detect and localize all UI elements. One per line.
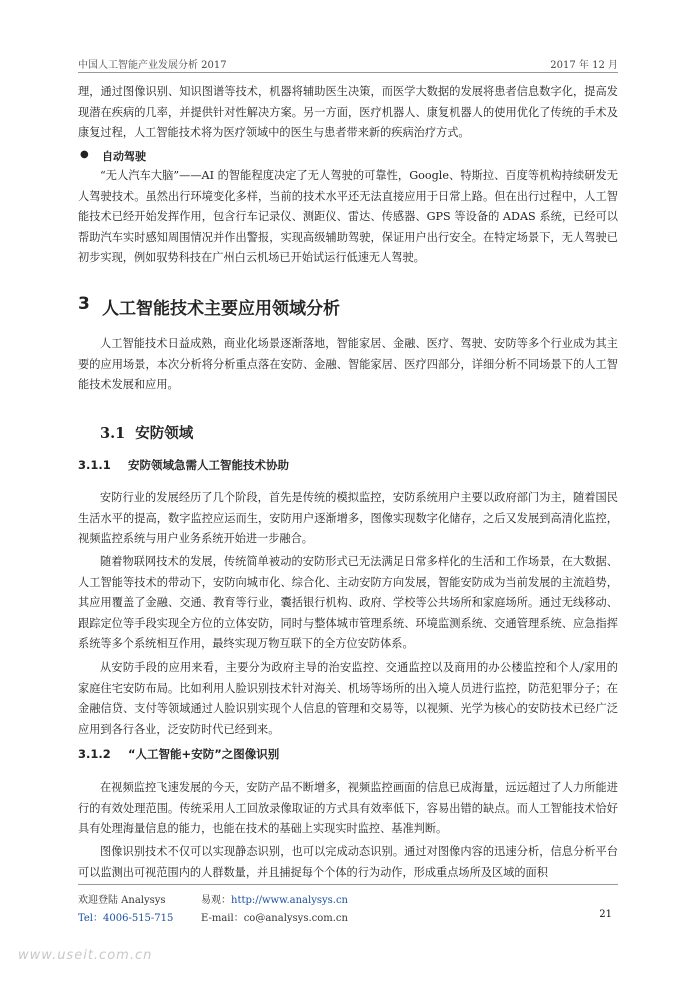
section-3-1-heading [100, 422, 193, 442]
paragraph-autodrive: “无人汽车大脑”——AI 的智能程度决定了无人驾驶的可靠性，Google、特斯拉、百度等机构持续研发无人驾驶技术。虽然出行环境变化多样，当前的技术水平还无法直接应用于日常上路。但在出行过程中，人工智能技术已经开始发挥作用，包含行车记录仪、测距仪、雷达、传感器、GPS 等设备的 ADAS 系统，已经可以帮助汽车实时感知周围情况并作出警报，实现高级辅助驾驶，保证用户出行安全。在特定场景下，无人驾驶已初步实现，例如驭势科技在广州白云机场已开始试运行低速无人驾驶。 [78, 169, 618, 264]
page-footer [78, 884, 618, 923]
bullet-label: 自动驾驶 [102, 150, 146, 163]
watermark: www.useit.com.cn [18, 948, 153, 963]
footer-site [201, 891, 348, 906]
section-3-1-1-heading [78, 457, 289, 475]
paragraph-medical-continued: 理，通过图像识别、知识图谱等技术，机器将辅助医生决策，而医学大数据的发展将患者信息数字化，提高发现潜在疾病的几率，并提供针对性解决方案。另一方面，医疗机器人、康复机器人的使用优化了传统的手术及康复过程，人工智能技术将为医疗领域中的医生与患者带来新的疾病治疗方式。 [78, 85, 618, 139]
section-title: 安防领域 [135, 425, 194, 442]
footer-tel[interactable]: Tel：4006-515-715 [78, 913, 174, 924]
paragraph-sec3-intro: 人工智能技术日益成熟，商业化场景逐渐落地，智能家居、金融、医疗、驾驶、安防等多个行业成为其主要的应用场景，本次分析将分析重点落在安防、金融、智能家居、医疗四部分，详细分析不同场景下的人工智能技术发展和应用。 [78, 337, 618, 391]
section-title: 人工智能技术主要应用领域分析 [102, 299, 340, 319]
header-date: 2017 年 12 月 [550, 60, 618, 71]
paragraph-311-3: 从安防手段的应用来看，主要分为政府主导的治安监控、交通监控以及商用的办公楼监控和个人/家用的家庭住宅安防布局。比如利用人脸识别技术针对海关、机场等场所的出入境人员进行监控，防范犯罪分子；在金融信贷、支付等领域通过人脸识别实现个人信息的管理和交易等，以视频、光学为核心的安防技术已经广泛应用到各行各业，泛安防时代已经到来。 [78, 661, 618, 736]
section-number: 3.1.1 [78, 458, 111, 472]
section-title: 安防领域急需人工智能技术协助 [128, 458, 289, 472]
section-number: 3.1 [100, 425, 126, 442]
section-3-1-2-heading [78, 746, 279, 764]
section-number: 3 [78, 294, 90, 314]
footer-site-label: 易观： [201, 895, 231, 906]
footer-site-link[interactable]: http://www.analysys.cn [231, 895, 349, 906]
paragraph-312-1: 在视频监控飞速发展的今天，安防产品不断增多，视频监控画面的信息已成海量，远远超过了人力所能进行的有效处理范围。传统采用人工回放录像取证的方式具有效率低下，容易出错的缺点。而人工智能技术恰好具有处理海量信息的能力，也能在技术的基础上实现实时监控、基准判断。 [78, 781, 618, 835]
bullet-dot-icon: ● [80, 149, 89, 160]
page-number: 21 [599, 909, 612, 920]
paragraph-311-2: 随着物联网技术的发展，传统简单被动的安防形式已无法满足日常多样化的生活和工作场景，在大数据、人工智能等技术的带动下，安防向城市化、综合化、主动安防方向发展，智能安防成为当前发展的主流趋势，其应用覆盖了金融、交通、教育等行业，囊括银行机构、政府、学校等公共场所和家庭场所。通过无线移动、跟踪定位等手段实现全方位的立体安防，同时与整体城市管理系统、环境监测系统、交通管理系统、应急指挥系统等多个系统相互作用，最终实现万物互联下的全方位安防体系。 [78, 555, 618, 650]
section-title: “人工智能+安防”之图像识别 [128, 747, 280, 761]
footer-welcome: 欢迎登陆 Analysys [78, 895, 166, 906]
paragraph-312-2: 图像识别技术不仅可以实现静态识别，也可以完成动态识别。通过对图像内容的迅速分析，信息分析平台可以监测出可视范围内的人群数量，并且捕捉每个个体的行为动作，形成重点场所及区域的面积 [78, 845, 618, 879]
page-header [78, 56, 618, 73]
paragraph-311-1: 安防行业的发展经历了几个阶段，首先是传统的模拟监控，安防系统用户主要以政府部门为主，随着国民生活水平的提高，数字监控应运而生，安防用户逐渐增多，图像实现数字化储存，之后又发展到高清化监控，视频监控系统与用户业务系统开始进一步融合。 [78, 491, 618, 545]
bullet-autodrive [78, 148, 618, 168]
section-3-heading [78, 294, 618, 318]
header-title: 中国人工智能产业发展分析 2017 [78, 60, 227, 71]
section-number: 3.1.2 [78, 747, 111, 761]
footer-email[interactable]: E-mail：co@analysys.com.cn [201, 913, 348, 924]
